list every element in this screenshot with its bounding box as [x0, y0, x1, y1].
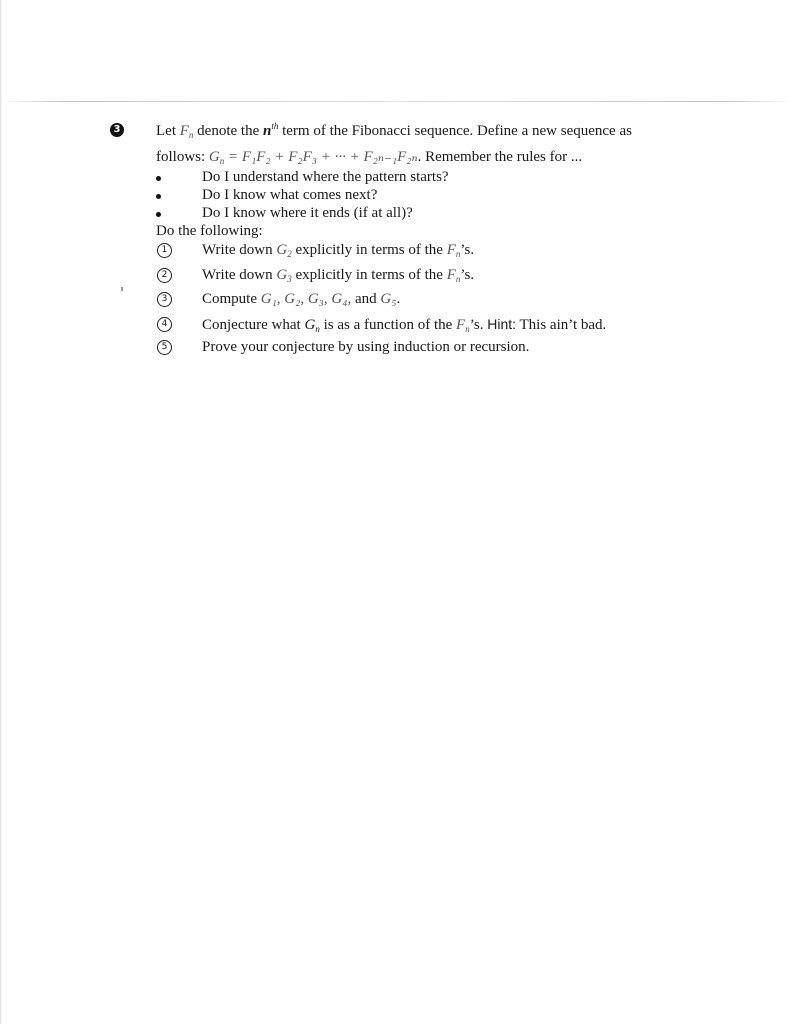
follows-word: follows:	[156, 149, 206, 165]
task-text: Conjecture what	[202, 317, 301, 333]
task-5: Prove your conjecture by using induction or recursion.	[202, 339, 530, 355]
task-var: $G_3$	[276, 267, 292, 284]
task-number-marker: 4	[157, 317, 172, 332]
task-var: $G_2$	[276, 242, 292, 259]
task-var: $G_n$	[304, 317, 320, 334]
task-number-marker: 3	[157, 292, 172, 307]
hint-text: This ain’t bad.	[519, 317, 607, 333]
task-number-marker: 1	[157, 243, 172, 258]
problem-number-badge: 3	[110, 123, 124, 137]
task-text: ’s.	[460, 242, 475, 258]
do-following-heading: Do the following:	[156, 223, 263, 239]
task-var: $F_n$	[446, 242, 461, 259]
task-var: $F_n$	[456, 317, 470, 334]
rule-item: Do I know what comes next?	[202, 187, 378, 203]
task-text: Write down	[202, 242, 273, 258]
task-var: $F_n$	[446, 267, 461, 284]
task-text: ’s.	[460, 267, 475, 283]
scan-speck	[121, 287, 123, 291]
task-text: explicitly in terms of the	[295, 242, 443, 258]
task-text: explicitly in terms of the	[295, 267, 443, 283]
task-number-marker: 2	[157, 268, 172, 283]
let-word: Let	[156, 123, 176, 139]
rule-item: Do I know where it ends (if at all)?	[202, 205, 413, 221]
var-F: $F_n$	[179, 123, 194, 140]
intro-line-1	[156, 122, 632, 140]
task-var-list: G₁, G₂, G₃, G₄,	[260, 291, 352, 307]
intro-line-2	[156, 148, 582, 166]
top-rule	[0, 101, 791, 102]
bullet	[156, 194, 161, 199]
task-text: Write down	[202, 267, 273, 283]
task-text: Compute	[202, 291, 257, 307]
sequence-formula: $G_n = F_1F_2 + F_2F_3$ + ··· + F₂ₙ₋₁F₂ₙ	[208, 149, 418, 166]
hint-label: Hint:	[487, 316, 517, 332]
task-3	[202, 290, 400, 308]
bullet	[156, 176, 161, 181]
task-4	[202, 315, 606, 334]
intro-rest: term of the Fibonacci sequence. Define a new sequence as	[282, 123, 632, 139]
bullet	[156, 212, 161, 217]
task-2	[202, 266, 474, 284]
task-number-marker: 5	[157, 340, 172, 355]
denote-text: denote the	[197, 123, 260, 139]
task-text: ’s.	[469, 317, 484, 333]
task-var: G₅	[380, 291, 397, 307]
task-text: is as a function of the	[323, 317, 453, 333]
rule-item: Do I understand where the pattern starts?	[202, 169, 449, 185]
task-text: and	[354, 291, 377, 307]
remember-text: . Remember the rules for ...	[417, 149, 583, 165]
nth-term: $n^{th}$	[262, 121, 279, 139]
task-1	[202, 241, 474, 259]
task-text: .	[396, 291, 401, 307]
scan-edge	[0, 0, 2, 1024]
